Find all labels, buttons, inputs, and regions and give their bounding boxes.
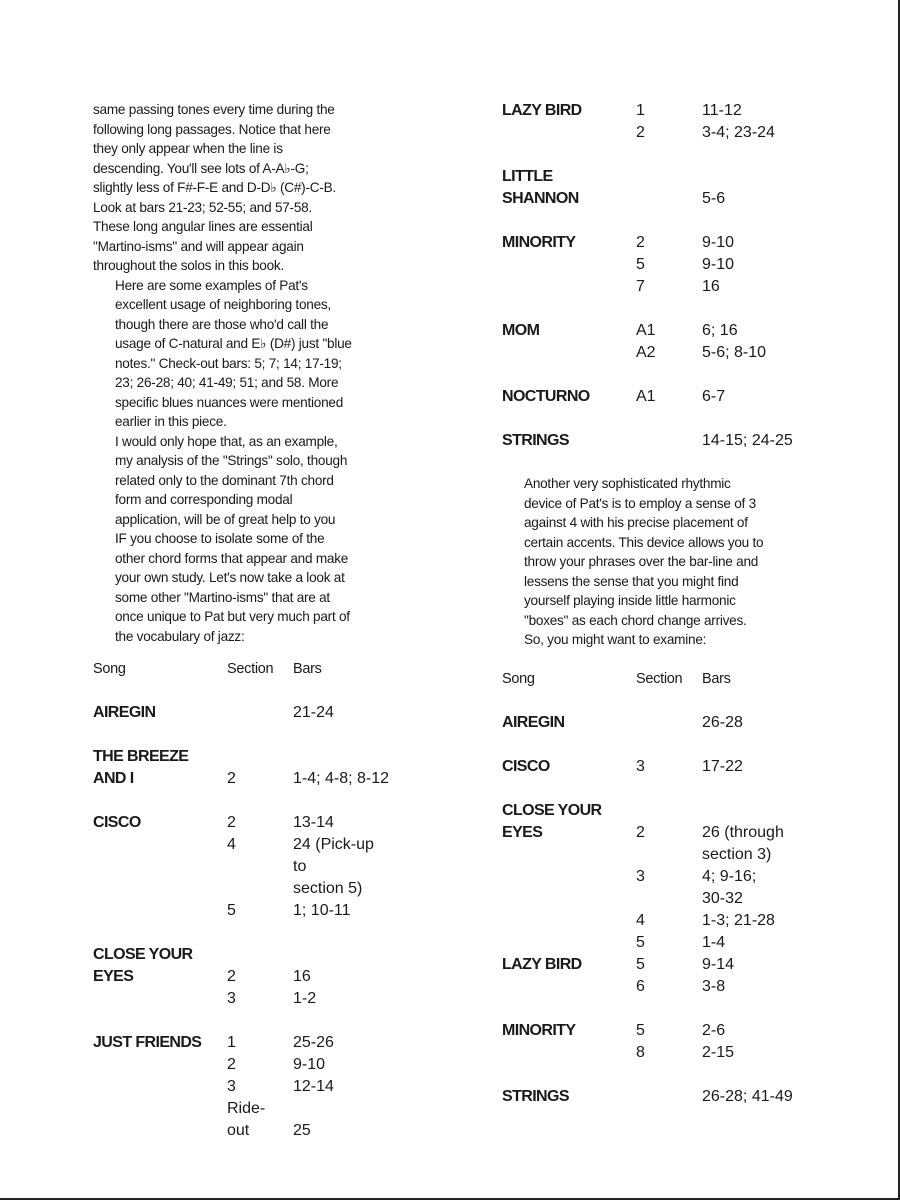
text-line: same passing tones every time during the: [93, 102, 335, 117]
bars-cell: 13-14: [293, 814, 334, 831]
bars-cell: 24 (Pick-up: [293, 836, 374, 853]
row-spacer: [502, 210, 832, 232]
text-line: "boxes" as each chord change arrives.: [524, 612, 747, 628]
song-cell: [502, 910, 636, 932]
row-spacer: [93, 680, 413, 702]
section-cell: 1: [227, 1034, 236, 1051]
row-spacer: [502, 690, 832, 712]
song-cell: [502, 932, 636, 954]
row-spacer: [502, 298, 832, 320]
left-song-table: [93, 658, 413, 1142]
table-row: [93, 966, 413, 988]
row-spacer: [502, 734, 832, 756]
bars-cell: 1-4: [702, 933, 726, 951]
paragraph: [93, 432, 413, 647]
text-line: they only appear when the line is: [93, 141, 283, 156]
table-row: [502, 232, 832, 254]
bars-cell: 9-10: [293, 1056, 326, 1073]
song-cell: CLOSE YOUR: [502, 801, 602, 819]
bars-cell: 9-14: [702, 955, 735, 973]
section-cell: [227, 878, 293, 900]
text-line: related only to the dominant 7th chord: [115, 472, 334, 488]
table-row: [502, 1020, 832, 1042]
text-line: following long passages. Notice that here: [93, 121, 331, 137]
section-cell: 8: [636, 1043, 645, 1061]
table-row: [502, 122, 832, 144]
row-spacer: [502, 1064, 832, 1086]
table-row: [502, 756, 832, 778]
bars-cell: 11-12: [702, 102, 742, 119]
text-line: some other "Martino-isms" that are at: [115, 589, 330, 605]
table-row: [93, 988, 413, 1010]
row-spacer: [502, 998, 832, 1020]
right-top-song-table: [502, 100, 832, 452]
paragraph: [502, 474, 832, 650]
song-cell: AIREGIN: [93, 704, 156, 721]
song-cell: [502, 888, 636, 910]
bars-cell: 9-10: [702, 234, 735, 251]
song-cell: [93, 900, 227, 922]
paragraph: [93, 100, 413, 276]
bars-cell: 3-4; 23-24: [702, 124, 775, 141]
table-header: [93, 658, 413, 680]
table-row: [93, 1076, 413, 1098]
table-row: [502, 320, 832, 342]
section-cell: 3: [636, 757, 645, 775]
left-text: [93, 100, 413, 646]
song-cell: [502, 342, 636, 364]
song-cell: [502, 866, 636, 888]
bars-cell: 9-10: [702, 256, 735, 273]
table-row: [93, 1032, 413, 1054]
song-cell: EYES: [93, 968, 134, 985]
table-row: [502, 866, 832, 888]
section-cell: 2: [227, 770, 236, 787]
section-cell: 2: [227, 814, 236, 831]
text-line: 23; 26-28; 40; 41-49; 51; and 58. More: [115, 375, 339, 390]
bars-cell: [293, 944, 433, 966]
bars-cell: 16: [293, 968, 311, 985]
song-cell: [93, 834, 227, 856]
table-row: [502, 386, 832, 408]
section-cell: [636, 166, 702, 188]
section-cell: out: [227, 1122, 250, 1139]
section-cell: 3: [227, 1078, 236, 1095]
text-line: These long angular lines are essential: [93, 219, 313, 234]
table-row: [502, 1042, 832, 1064]
bars-cell: section 3): [702, 845, 772, 863]
right-text: [502, 474, 832, 650]
text-line: Look at bars 21-23; 52-55; and 57-58.: [93, 199, 312, 215]
song-cell: [502, 1042, 636, 1064]
song-cell: [502, 844, 636, 866]
bars-cell: 2-15: [702, 1043, 735, 1061]
bars-cell: section 5): [293, 880, 363, 897]
bars-cell: 30-32: [702, 889, 743, 907]
text-line: earlier in this piece.: [115, 414, 227, 429]
bars-cell: 1-4; 4-8; 8-12: [293, 770, 390, 787]
section-cell: 7: [636, 278, 645, 295]
bars-cell: 4; 9-16;: [702, 867, 757, 885]
song-cell: [93, 1076, 227, 1098]
left-column: [93, 100, 413, 1142]
song-cell: CLOSE YOUR: [93, 946, 193, 963]
section-cell: 1: [636, 102, 645, 119]
section-cell: [636, 800, 702, 822]
table-row: [93, 834, 413, 856]
table-row: [502, 844, 832, 866]
header-song: Song: [502, 670, 535, 687]
paragraph: [93, 276, 413, 432]
bars-cell: 5-6; 8-10: [702, 344, 767, 361]
section-cell: 5: [636, 1021, 645, 1039]
table-row: [93, 1098, 413, 1120]
right-bottom-song-table: [502, 668, 832, 1108]
bars-cell: [293, 746, 433, 768]
row-spacer: [93, 724, 413, 746]
section-cell: [636, 188, 702, 210]
section-cell: A1: [636, 388, 656, 405]
text-line: notes." Check-out bars: 5; 7; 14; 17-19;: [115, 355, 342, 371]
section-cell: 3: [227, 990, 236, 1007]
bars-cell: [293, 1098, 433, 1120]
text-line: the vocabulary of jazz:: [115, 628, 245, 644]
section-cell: 5: [227, 902, 236, 919]
section-cell: 5: [636, 933, 645, 951]
text-line: your own study. Let's now take a look at: [115, 570, 345, 585]
text-line: though there are those who'd call the: [115, 316, 329, 332]
text-line: Here are some examples of Pat's: [115, 277, 308, 293]
table-row: [502, 276, 832, 298]
song-cell: [93, 878, 227, 900]
bars-cell: 25-26: [293, 1034, 334, 1051]
song-cell: LAZY BIRD: [502, 955, 582, 973]
section-cell: 2: [227, 1056, 236, 1073]
song-cell: [502, 254, 636, 276]
bars-cell: 3-8: [702, 977, 726, 995]
bars-cell: 6-7: [702, 388, 726, 405]
song-cell: NOCTURNO: [502, 388, 590, 405]
text-line: against 4 with his precise placement of: [524, 515, 748, 530]
header-section: Section: [227, 661, 274, 677]
text-line: form and corresponding modal: [115, 492, 293, 507]
bars-cell: to: [293, 858, 307, 875]
text-line: throughout the solos in this book.: [93, 258, 285, 273]
section-cell: A1: [636, 322, 656, 339]
text-line: Another very sophisticated rhythmic: [524, 476, 731, 491]
section-cell: [227, 746, 293, 768]
header-bars: Bars: [702, 670, 731, 687]
text-line: slightly less of F#-F-E and D-D♭ (C#)-C-B.: [93, 180, 336, 195]
song-cell: CISCO: [502, 757, 550, 775]
section-cell: 4: [636, 911, 645, 929]
section-cell: 2: [636, 234, 645, 251]
section-cell: [227, 702, 293, 724]
section-cell: [636, 712, 702, 734]
table-row: [93, 746, 413, 768]
section-cell: 3: [636, 867, 645, 885]
table-row: [502, 954, 832, 976]
bars-cell: 21-24: [293, 704, 334, 721]
song-cell: [93, 1098, 227, 1120]
section-cell: 2: [227, 968, 236, 985]
table-row: [502, 910, 832, 932]
song-cell: CISCO: [93, 814, 141, 831]
row-spacer: [93, 1010, 413, 1032]
song-cell: SHANNON: [502, 190, 579, 207]
text-line: yourself playing inside little harmonic: [524, 593, 736, 608]
section-cell: [227, 944, 293, 966]
header-song: Song: [93, 661, 126, 677]
row-spacer: [502, 144, 832, 166]
song-cell: MINORITY: [502, 1021, 576, 1039]
table-row: [502, 800, 832, 822]
song-cell: STRINGS: [502, 432, 569, 449]
bars-cell: 2-6: [702, 1021, 726, 1039]
bars-cell: 5-6: [702, 190, 726, 207]
table-row: [502, 254, 832, 276]
row-spacer: [502, 778, 832, 800]
song-cell: [93, 1120, 227, 1142]
text-line: device of Pat's is to employ a sense of 3: [524, 495, 756, 511]
text-line: I would only hope that, as an example,: [115, 433, 338, 449]
bars-cell: 12-14: [293, 1078, 334, 1095]
section-cell: [636, 844, 702, 866]
text-line: IF you choose to isolate some of the: [115, 531, 325, 546]
text-line: certain accents. This device allows you to: [524, 534, 764, 550]
table-row: [502, 100, 832, 122]
section-cell: 5: [636, 256, 645, 273]
table-row: [93, 1054, 413, 1076]
text-line: excellent usage of neighboring tones,: [115, 297, 331, 312]
section-cell: [636, 888, 702, 910]
bars-cell: [702, 800, 842, 822]
bars-cell: 26 (through: [702, 823, 784, 841]
bars-cell: 6; 16: [702, 322, 738, 339]
table-row: [502, 430, 832, 452]
table-row: [93, 812, 413, 834]
table-row: [502, 166, 832, 188]
song-cell: [502, 976, 636, 998]
bars-cell: 14-15; 24-25: [702, 432, 793, 449]
bars-cell: 1-3; 21-28: [702, 911, 775, 929]
header-bars: Bars: [293, 661, 322, 677]
right-column: [502, 100, 832, 1108]
section-cell: A2: [636, 344, 656, 361]
text-line: once unique to Pat but very much part of: [115, 609, 350, 624]
table-row: [502, 342, 832, 364]
text-line: lessens the sense that you might find: [524, 573, 739, 589]
text-line: other chord forms that appear and make: [115, 550, 349, 566]
song-cell: THE BREEZE: [93, 748, 189, 765]
bars-cell: 26-28; 41-49: [702, 1087, 793, 1105]
song-cell: MINORITY: [502, 234, 576, 251]
section-cell: [636, 1086, 702, 1108]
section-cell: 2: [636, 823, 645, 841]
song-cell: [93, 1054, 227, 1076]
song-cell: MOM: [502, 322, 540, 339]
table-row: [502, 1086, 832, 1108]
text-line: application, will be of great help to you: [115, 511, 336, 527]
song-cell: AIREGIN: [502, 713, 565, 731]
bars-cell: [702, 166, 842, 188]
table-row: [502, 188, 832, 210]
table-header: [502, 668, 832, 690]
section-cell: 5: [636, 955, 645, 973]
table-row: [93, 768, 413, 790]
header-section: Section: [636, 670, 683, 687]
song-cell: EYES: [502, 823, 543, 841]
section-cell: Ride-: [227, 1100, 266, 1117]
table-row: [93, 856, 413, 878]
bars-cell: 25: [293, 1122, 311, 1139]
table-row: [93, 702, 413, 724]
table-row: [502, 822, 832, 844]
bars-cell: 1-2: [293, 990, 317, 1007]
song-cell: JUST FRIENDS: [93, 1034, 202, 1051]
text-line: usage of C-natural and E♭ (D#) just "blue: [115, 336, 352, 351]
section-cell: 4: [227, 836, 236, 853]
table-row: [502, 976, 832, 998]
bars-cell: 1; 10-11: [293, 902, 351, 919]
table-row: [93, 1120, 413, 1142]
song-cell: [502, 276, 636, 298]
section-cell: [636, 430, 702, 452]
song-cell: [502, 122, 636, 144]
text-line: specific blues nuances were mentioned: [115, 394, 344, 410]
table-row: [93, 944, 413, 966]
table-row: [93, 878, 413, 900]
table-row: [502, 712, 832, 734]
song-cell: AND I: [93, 770, 134, 787]
row-spacer: [93, 790, 413, 812]
row-spacer: [93, 922, 413, 944]
song-cell: LITTLE: [502, 168, 553, 185]
section-cell: 2: [636, 124, 645, 141]
song-cell: STRINGS: [502, 1087, 569, 1105]
text-line: "Martino-isms" and will appear again: [93, 238, 304, 254]
section-cell: 6: [636, 977, 645, 995]
bars-cell: 16: [702, 278, 720, 295]
song-cell: LAZY BIRD: [502, 102, 582, 119]
text-line: So, you might want to examine:: [524, 632, 707, 647]
table-row: [93, 900, 413, 922]
text-line: my analysis of the "Strings" solo, though: [115, 453, 348, 468]
song-cell: [93, 988, 227, 1010]
song-cell: [93, 856, 227, 878]
bars-cell: 17-22: [702, 757, 743, 775]
table-row: [502, 888, 832, 910]
bars-cell: 26-28: [702, 713, 743, 731]
section-cell: [227, 856, 293, 878]
text-line: descending. You'll see lots of A-A♭-G;: [93, 160, 309, 176]
row-spacer: [502, 364, 832, 386]
text-line: throw your phrases over the bar-line and: [524, 554, 759, 569]
row-spacer: [502, 408, 832, 430]
table-row: [502, 932, 832, 954]
